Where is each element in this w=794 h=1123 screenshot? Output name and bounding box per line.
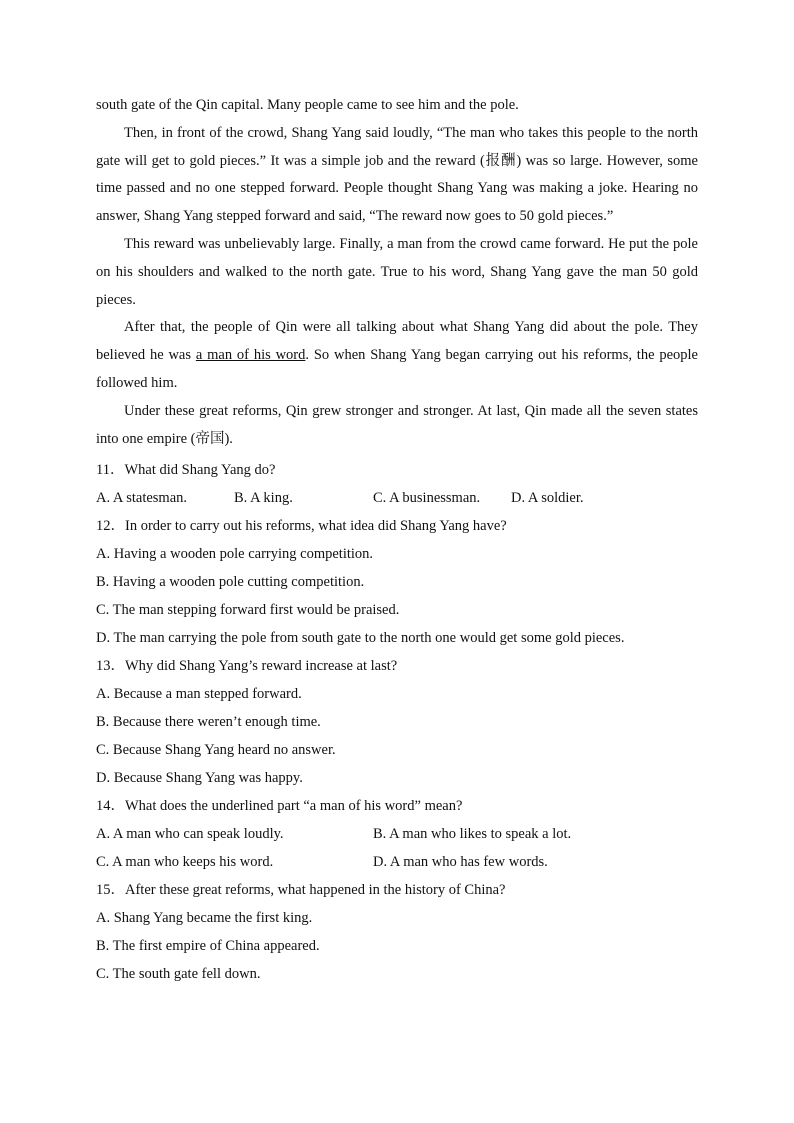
passage-paragraph-1: Then, in front of the crowd, Shang Yang said loudly, “The man who takes this people to the north gate will get to gold pieces.” It was a simple job and the reward (报酬) was so large. However, some time passed and no one stepped forward. People thought Shang Yang was making a joke. Hearing no answer, Shang Yang stepped forward and said, “The reward now goes to 50 gold pieces.” [96, 124, 698, 225]
question-14-option-c: C. A man who keeps his word. [96, 854, 274, 871]
question-15-option-a: A. Shang Yang became the first king. [96, 910, 313, 927]
question-14-option-b: B. A man who likes to speak a lot. [373, 826, 572, 843]
passage-paragraph-3-text-after: . So when Shang Yang began carrying out his reforms, the people followed him. [96, 347, 698, 391]
document-page [96, 92, 698, 988]
question-14-stem: 14．What does the underlined part “a man of his word” mean? [96, 798, 463, 815]
passage-paragraph-0: south gate of the Qin capital. Many people came to see him and the pole. [96, 97, 519, 113]
question-12-option-d: D. The man carrying the pole from south gate to the north one would get some gold pieces. [96, 630, 625, 647]
passage-paragraph-3-text-before: After that, the people of Qin were all talking about what Shang Yang did about the pole. They believed he was [96, 319, 698, 364]
question-14-option-d: D. A man who has few words. [373, 854, 548, 871]
question-13-option-c: C. Because Shang Yang heard no answer. [96, 742, 336, 759]
question-11-option-a: A. A statesman. [96, 490, 188, 507]
passage-paragraph-4: Under these great reforms, Qin grew stronger and stronger. At last, Qin made all the seven states into one empire (帝国). [96, 402, 698, 447]
question-11-option-c: C. A businessman. [373, 490, 481, 507]
question-12-stem: 12．In order to carry out his reforms, what idea did Shang Yang have? [96, 518, 507, 535]
question-12-option-a: A. Having a wooden pole carrying competition. [96, 546, 374, 563]
question-12-option-c: C. The man stepping forward first would be praised. [96, 602, 400, 619]
question-11-option-d: D. A soldier. [511, 490, 584, 507]
passage-paragraph-2: This reward was unbelievably large. Finally, a man from the crowd came forward. He put the pole on his shoulders and walked to the north gate. True to his word, Shang Yang gave the man 50 gold pieces. [96, 235, 698, 308]
question-15-stem: 15．After these great reforms, what happened in the history of China? [96, 882, 506, 899]
question-11-options [96, 484, 698, 512]
question-14-options-row-1 [96, 820, 698, 848]
question-13-option-b: B. Because there weren’t enough time. [96, 714, 321, 731]
question-12-option-b: B. Having a wooden pole cutting competition. [96, 574, 365, 591]
question-14-options-row-2 [96, 848, 698, 876]
question-13-option-a: A. Because a man stepped forward. [96, 686, 302, 703]
question-14-option-a: A. A man who can speak loudly. [96, 826, 284, 843]
underlined-phrase: a man of his word [195, 347, 306, 364]
question-15-option-b: B. The first empire of China appeared. [96, 938, 320, 955]
passage-paragraph-3 [96, 314, 698, 397]
question-11-option-b: B. A king. [234, 490, 293, 507]
question-11-stem: 11．What did Shang Yang do? [96, 462, 276, 479]
question-13-option-d: D. Because Shang Yang was happy. [96, 770, 303, 787]
question-15-option-c: C. The south gate fell down. [96, 966, 261, 983]
question-13-stem: 13．Why did Shang Yang’s reward increase at last? [96, 658, 398, 675]
